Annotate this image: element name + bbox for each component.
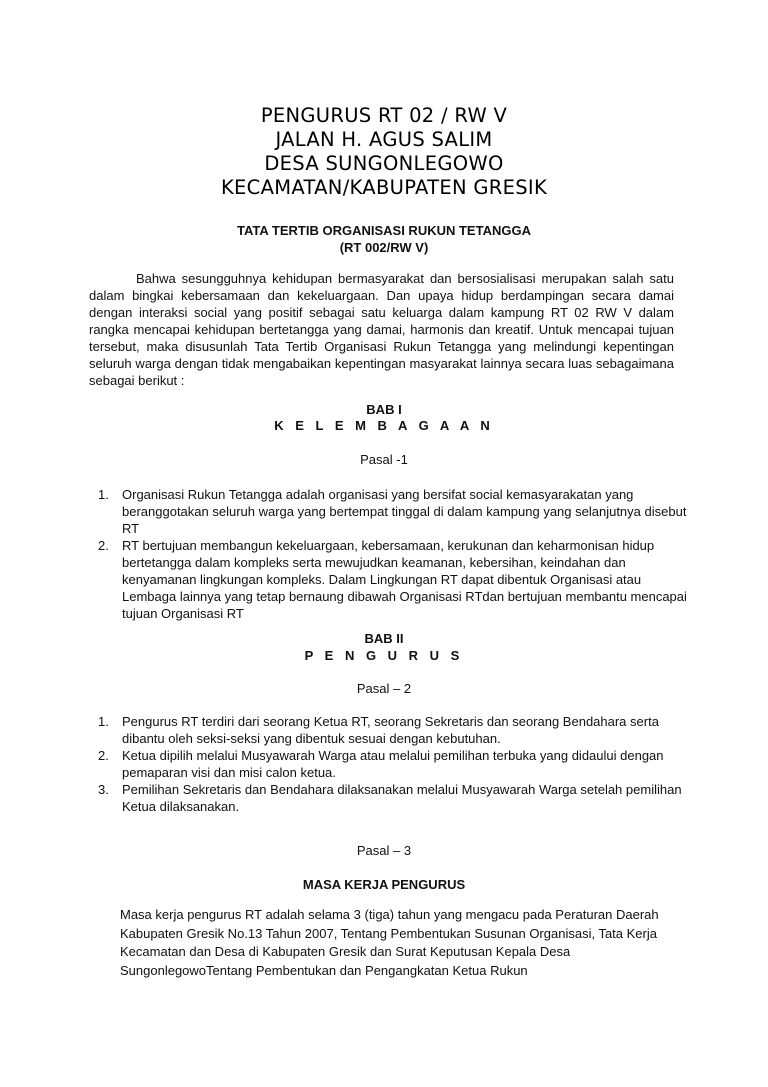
intro-text: Bahwa sesungguhnya kehidupan bermasyarakat dan bersosialisasi merupakan salah satu dalam bingkai kebersamaan dan kekeluargaan. Dan upaya hidup berdampingan secara damai dengan interaksi social yang positif sebagai satu keluarga dalam kampung RT 02 RW V dalam rangka mencapai kehidupan bertetangga yang damai, harmonis dan kreatif. Untuk mencapai tujuan tersebut, maka disusunlah Tata Tertib Organisasi Rukun Tetangga yang melindungi kepentingan seluruh warga dengan tidak mengabaikan kepentingan masyarakat lainnya secara luas sebagaimana sebagai berikut :	[89, 271, 674, 388]
list-item-text: RT bertujuan membangun kekeluargaan, kebersamaan, kerukunan dan keharmonisan hidup bertetangga dalam kompleks serta mewujudkan keamanan, kebersihan, keindahan dan kenyamanan lingkungan kompleks. Dalam Lingkungan RT dapat dibentuk Organisasi atau Lembaga lainnya yang tetap bernaung dibawah Organisasi RTdan bertujuan membantu mencapai tujuan Organisasi RT	[122, 538, 687, 621]
list-item-text: Pemilihan Sekretaris dan Bendahara dilaksanakan melalui Musyawarah Warga setelah pemilihan Ketua dilaksanakan.	[122, 782, 682, 814]
list-item	[98, 713, 688, 747]
pasal-2-label: Pasal – 2	[356, 681, 412, 696]
list-item-number: 1.	[98, 714, 109, 729]
list-item-text: Ketua dipilih melalui Musyawarah Warga atau melalui pemilihan terbuka yang didaului dengan pemaparan visi dan misi calon ketua.	[122, 748, 664, 780]
list-item	[98, 537, 688, 622]
bab1-title: K E L E M B A G A A N	[274, 418, 494, 433]
letterhead-line-2: JALAN H. AGUS SALIM	[275, 128, 493, 151]
intro-paragraph	[89, 270, 674, 389]
list-item	[98, 781, 688, 815]
document-subtitle: (RT 002/RW V)	[339, 240, 429, 255]
list-item-text: Organisasi Rukun Tetangga adalah organisasi yang bersifat social kemasyarakatan yang beranggotakan seluruh warga yang bertempat tinggal di dalam kampung yang selanjutnya disebut RT	[122, 487, 687, 536]
bab1-list	[98, 486, 688, 622]
bab1-label: BAB I	[366, 402, 402, 417]
letterhead-line-3: DESA SUNGONLEGOWO	[264, 152, 504, 175]
list-item	[98, 747, 688, 781]
list-item-number: 3.	[98, 782, 109, 797]
pasal-3-label: Pasal – 3	[356, 843, 412, 858]
pasal-3-title: MASA KERJA PENGURUS	[302, 877, 466, 892]
letterhead	[0, 104, 768, 200]
list-item-number: 1.	[98, 487, 109, 502]
letterhead-line-4: KECAMATAN/KABUPATEN GRESIK	[220, 176, 548, 199]
document-title: TATA TERTIB ORGANISASI RUKUN TETANGGA	[237, 223, 531, 238]
list-item-text: Pengurus RT terdiri dari seorang Ketua RT, seorang Sekretaris dan seorang Bendahara serta dibantu oleh seksi-seksi yang dibentuk sesuai dengan kebutuhan.	[122, 714, 659, 746]
letterhead-line-1: PENGURUS RT 02 / RW V	[260, 104, 508, 127]
list-item-number: 2.	[98, 538, 109, 553]
list-item	[98, 486, 688, 537]
list-item-number: 2.	[98, 748, 109, 763]
bab2-label: BAB II	[364, 631, 404, 646]
bab2-list	[98, 713, 688, 815]
bab2-title: P E N G U R U S	[304, 648, 464, 663]
masa-kerja-paragraph: Masa kerja pengurus RT adalah selama 3 (tiga) tahun yang mengacu pada Peraturan Daerah Kabupaten Gresik No.13 Tahun 2007, Tentang Pembentukan Susunan Organisasi, Tata Kerja Kecamatan dan Desa di Kabupaten Gresik dan Surat Keputusan Kepala Desa SungonlegowoTentang Pembentukan dan Pengangkatan Ketua Rukun	[120, 907, 659, 978]
pasal-1-label: Pasal -1	[360, 452, 408, 467]
